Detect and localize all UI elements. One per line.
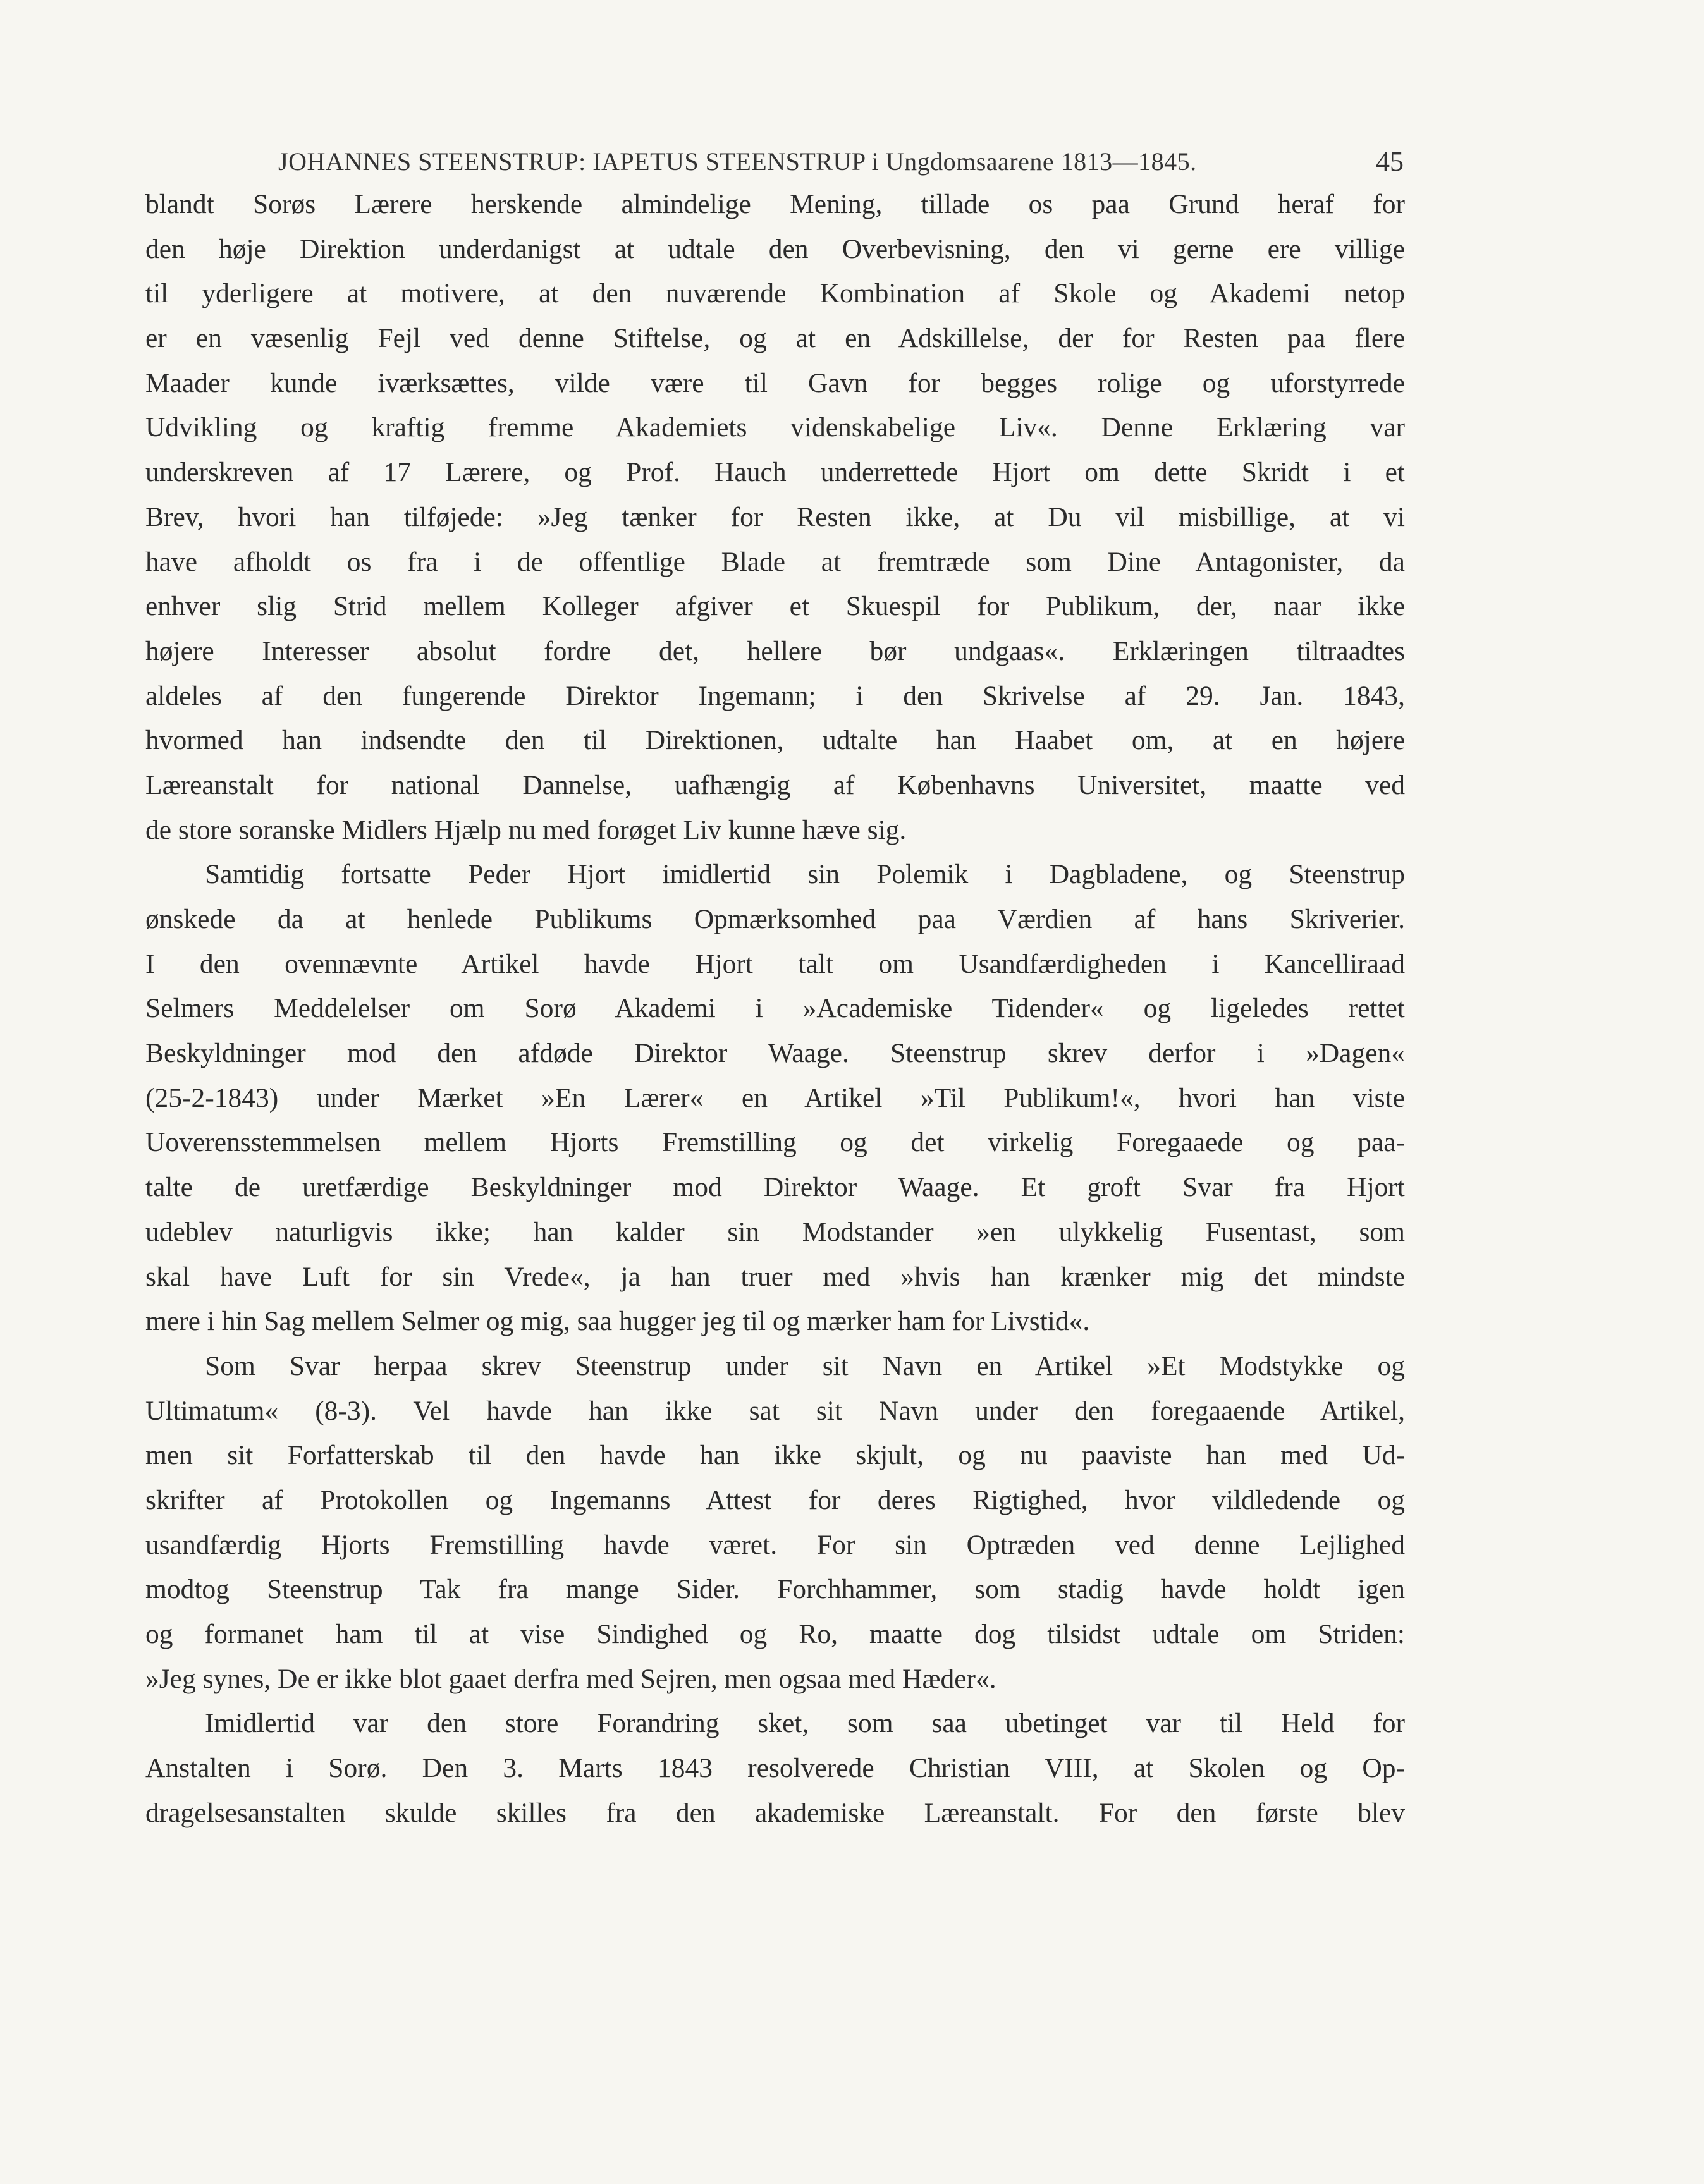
text-line: Beskyldninger mod den afdøde Direktor Waage. Steenstrup skrev derfor i »Dagen« bbox=[145, 1038, 1405, 1069]
text-line: til yderligere at motivere, at den nuværende Kombination af Skole og Akademi netop bbox=[145, 278, 1405, 309]
text-line: »Jeg synes, De er ikke blot gaaet derfra med Sejren, men ogsaa med Hæder«. bbox=[145, 1663, 996, 1694]
text-line: underskreven af 17 Lærere, og Prof. Hauch underrettede Hjort om dette Skridt i et bbox=[145, 457, 1405, 488]
text-line: skrifter af Protokollen og Ingemanns Attest for deres Rigtighed, hvor vildledende og bbox=[145, 1484, 1405, 1515]
text-line: Uoverensstemmelsen mellem Hjorts Fremstilling og det virkelig Foregaaede og paa- bbox=[145, 1127, 1405, 1158]
text-line: og formanet ham til at vise Sindighed og Ro, maatte dog tilsidst udtale om Striden: bbox=[145, 1619, 1405, 1649]
text-line: usandfærdig Hjorts Fremstilling havde været. For sin Optræden ved denne Lejlighed bbox=[145, 1529, 1405, 1560]
text-line: Udvikling og kraftig fremme Akademiets videnskabelige Liv«. Denne Erklæring var bbox=[145, 412, 1405, 443]
text-line: Anstalten i Sorø. Den 3. Marts 1843 resolverede Christian VIII, at Skolen og Op- bbox=[145, 1753, 1405, 1784]
text-line: de store soranske Midlers Hjælp nu med forøget Liv kunne hæve sig. bbox=[145, 814, 907, 845]
text-line: blandt Sorøs Lærere herskende almindelige Mening, tillade os paa Grund heraf for bbox=[145, 189, 1405, 219]
text-line: Læreanstalt for national Dannelse, uafhængig af Københavns Universitet, maatte ved bbox=[145, 769, 1405, 800]
text-line: den høje Direktion underdanigst at udtale den Overbevisning, den vi gerne ere villige bbox=[145, 233, 1405, 264]
text-line: mere i hin Sag mellem Selmer og mig, saa hugger jeg til og mærker ham for Livstid«. bbox=[145, 1306, 1090, 1337]
text-line: aldeles af den fungerende Direktor Ingemann; i den Skrivelse af 29. Jan. 1843, bbox=[145, 680, 1405, 711]
text-line: hvormed han indsendte den til Direktionen, udtalte han Haabet om, at en højere bbox=[145, 725, 1405, 756]
text-line: talte de uretfærdige Beskyldninger mod Direktor Waage. Et groft Svar fra Hjort bbox=[145, 1172, 1405, 1203]
text-line: I den ovennævnte Artikel havde Hjort talt om Usandfærdigheden i Kancelliraad bbox=[145, 948, 1405, 979]
text-line: ønskede da at henlede Publikums Opmærksomhed paa Værdien af hans Skriverier. bbox=[145, 904, 1405, 934]
text-line: Selmers Meddelelser om Sorø Akademi i »Academiske Tidender« og ligeledes rettet bbox=[145, 993, 1405, 1024]
text-line: er en væsenlig Fejl ved denne Stiftelse, og at en Adskillelse, der for Resten paa flere bbox=[145, 323, 1405, 354]
text-line: have afholdt os fra i de offentlige Blade at fremtræde som Dine Antagonister, da bbox=[145, 546, 1405, 577]
text-line: men sit Forfatterskab til den havde han ikke skjult, og nu paaviste han med Ud- bbox=[145, 1440, 1405, 1471]
text-line: Ultimatum« (8-3). Vel havde han ikke sat sit Navn under den foregaaende Artikel, bbox=[145, 1395, 1405, 1426]
text-line: enhver slig Strid mellem Kolleger afgiver et Skuespil for Publikum, der, naar ikke bbox=[145, 591, 1405, 622]
text-line: skal have Luft for sin Vrede«, ja han truer med »hvis han krænker mig det mindste bbox=[145, 1261, 1405, 1292]
text-line: Brev, hvori han tilføjede: »Jeg tænker for Resten ikke, at Du vil misbillige, at vi bbox=[145, 501, 1405, 532]
text-line: dragelsesanstalten skulde skilles fra den akademiske Læreanstalt. For den første blev bbox=[145, 1797, 1405, 1828]
running-header: JOHANNES STEENSTRUP: IAPETUS STEENSTRUP i Ungdomsaarene 1813—1845. bbox=[278, 147, 1197, 176]
text-line: Imidlertid var den store Forandring sket, som saa ubetinget var til Held for bbox=[205, 1708, 1405, 1739]
text-line: modtog Steenstrup Tak fra mange Sider. Forchhammer, som stadig havde holdt igen bbox=[145, 1574, 1405, 1605]
body-text bbox=[145, 182, 1405, 1835]
page-number: 45 bbox=[1376, 146, 1404, 177]
text-line: Samtidig fortsatte Peder Hjort imidlertid sin Polemik i Dagbladene, og Steenstrup bbox=[205, 859, 1405, 890]
text-line: højere Interesser absolut fordre det, hellere bør undgaas«. Erklæringen tiltraadtes bbox=[145, 635, 1405, 666]
text-line: (25-2-1843) under Mærket »En Lærer« en Artikel »Til Publikum!«, hvori han viste bbox=[145, 1082, 1405, 1113]
text-line: udeblev naturligvis ikke; han kalder sin Modstander »en ulykkelig Fusentast, som bbox=[145, 1216, 1405, 1247]
text-line: Som Svar herpaa skrev Steenstrup under sit Navn en Artikel »Et Modstykke og bbox=[205, 1350, 1405, 1381]
text-line: Maader kunde iværksættes, vilde være til Gavn for begges rolige og uforstyrrede bbox=[145, 367, 1405, 398]
